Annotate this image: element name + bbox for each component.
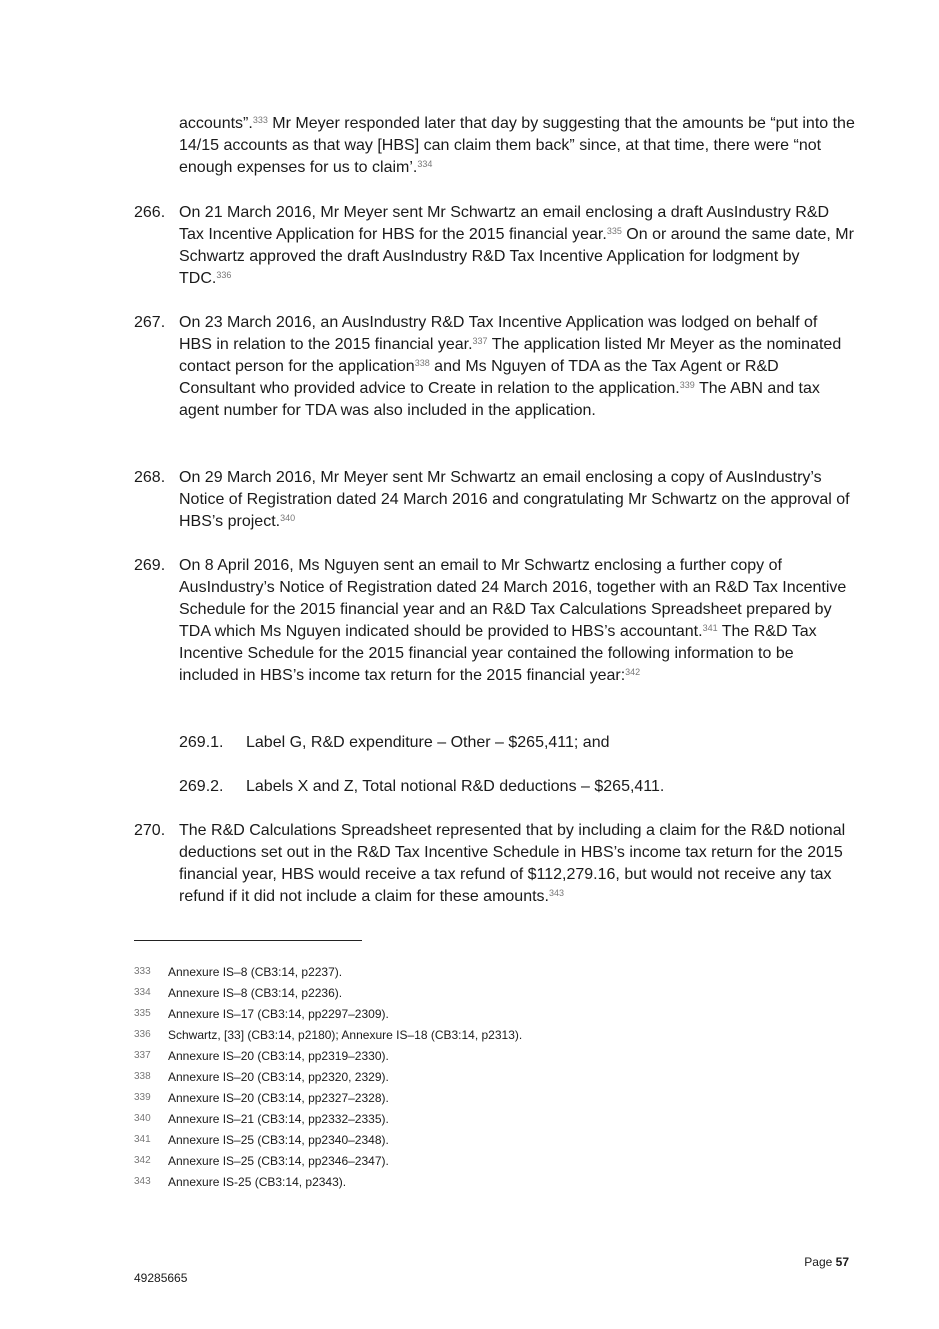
footnote [134, 1049, 389, 1063]
footnote-number: 333 [134, 966, 151, 977]
subparagraph-text: Labels X and Z, Total notional R&D deductions – $265,411. [246, 778, 665, 795]
footnote [134, 1133, 389, 1147]
footnote-ref[interactable]: 336 [216, 270, 232, 280]
footnote-ref[interactable]: 341 [702, 623, 718, 633]
paragraph-number: 270. [134, 822, 166, 839]
paragraph-text-segment: On 21 March 2016, Mr Meyer sent Mr Schwartz an email enclosing a draft AusIndustry R&D Tax Incentive Application for HBS for the 2015 financial year. [179, 204, 830, 243]
footnote-text: Annexure IS–21 (CB3:14, pp2332–2335). [168, 1112, 389, 1126]
paragraph-text-segment: The application listed Mr Meyer as the nominated contact person for the application [179, 336, 842, 375]
footnote-ref[interactable]: 340 [280, 513, 296, 523]
paragraph-text-segment: On 8 April 2016, Ms Nguyen sent an email to Mr Schwartz enclosing a further copy of AusIndustry’s Notice of Registration dated 24 March 2016, together with an R&D Tax Incentive Schedule for the 2015 financial year and an R&D Tax Calculations Spreadsheet prepared by TDA which Ms Nguyen indicated should be provided to HBS’s accountant. [179, 557, 847, 640]
footnote-number: 339 [134, 1092, 151, 1103]
paragraph-text [179, 820, 854, 908]
footnote-text: Annexure IS–25 (CB3:14, pp2346–2347). [168, 1154, 389, 1168]
footnote-number: 338 [134, 1071, 151, 1082]
footnote-text: Annexure IS–17 (CB3:14, pp2297–2309). [168, 1007, 389, 1021]
footnote-number: 341 [134, 1134, 151, 1145]
paragraph-number: 268. [134, 469, 166, 486]
footnote [134, 965, 342, 979]
continuation-text: accounts”. [179, 115, 253, 132]
footnote-text: Annexure IS–20 (CB3:14, pp2327–2328). [168, 1091, 389, 1105]
footnote-number: 337 [134, 1050, 151, 1061]
footnote-text: Schwartz, [33] (CB3:14, p2180); Annexure IS–18 (CB3:14, p2313). [168, 1028, 523, 1042]
footnote-ref[interactable]: 343 [548, 888, 565, 898]
page-number-label [804, 1255, 849, 1269]
paragraph-268 [134, 467, 854, 533]
subparagraph-269-2 [179, 776, 859, 798]
paragraph-text-segment: and Ms Nguyen of TDA as the Tax Agent or R&D Consultant who provided advice to Create in relation to the application. [179, 358, 779, 397]
footnote [134, 1028, 522, 1042]
paragraph-text-segment: The R&D Calculations Spreadsheet represented that by including a claim for the R&D notional deductions set out in the R&D Tax Incentive Schedule in HBS’s income tax return for the 2015 financial year, HBS would receive a tax refund of $112,279.16, but would not receive any tax refund if it did not include a claim for these amounts. [179, 822, 846, 905]
subparagraph-number: 269.2. [179, 778, 224, 795]
subparagraph-text: Label G, R&D expenditure – Other – $265,411; and [246, 734, 610, 751]
page-prefix: Page [804, 1255, 836, 1269]
paragraph-text-segment: The R&D Tax Incentive Schedule for the 2015 financial year contained the following information to be included in HBS’s income tax return for the 2015 financial year: [179, 623, 817, 684]
footnote-ref[interactable]: 333 [252, 115, 268, 125]
paragraph-number: 267. [134, 314, 166, 331]
paragraph-266 [134, 202, 854, 290]
footnote [134, 1070, 389, 1084]
paragraph-267 [134, 312, 854, 422]
footnote [134, 986, 342, 1000]
footnote-text: Annexure IS–20 (CB3:14, pp2319–2330). [168, 1049, 389, 1063]
subparagraph-number: 269.1. [179, 734, 224, 751]
paragraph-270 [134, 820, 854, 908]
footnote [134, 1175, 346, 1189]
paragraph-text-segment: The ABN and tax agent number for TDA was also included in the application. [179, 380, 820, 419]
footnote-number: 340 [134, 1113, 151, 1124]
paragraph-text [179, 555, 854, 687]
paragraph-text-segment: On 29 March 2016, Mr Meyer sent Mr Schwartz an email enclosing a copy of AusIndustry’s Notice of Registration dated 24 March 2016 and congratulating Mr Schwartz on the approval of HBS’s project. [179, 469, 850, 530]
footnote [134, 1007, 389, 1021]
footnote [134, 1091, 389, 1105]
footnote-text: Annexure IS–8 (CB3:14, p2236). [168, 986, 343, 1000]
footnote-text: Annexure IS-25 (CB3:14, p2343). [168, 1175, 347, 1189]
paragraph-text-segment: On or around the same date, Mr Schwartz approved the draft AusIndustry R&D Tax Incentive Application for lodgment by TDC. [179, 226, 854, 287]
page-number: 57 [835, 1255, 849, 1269]
footnote-separator [134, 940, 362, 941]
paragraph-text [179, 312, 854, 422]
paragraph-269 [134, 555, 854, 687]
paragraph-continuation [179, 113, 859, 179]
footnote-number: 334 [134, 987, 151, 998]
paragraph-text-segment: On 23 March 2016, an AusIndustry R&D Tax Incentive Application was lodged on behalf of HBS in relation to the 2015 financial year. [179, 314, 818, 353]
document-id: 49285665 [134, 1271, 188, 1285]
subparagraph-269-1 [179, 732, 859, 754]
footnote-number: 343 [134, 1176, 151, 1187]
footnote-ref[interactable]: 337 [472, 336, 488, 346]
footnote-ref[interactable]: 335 [606, 226, 622, 236]
footnote-text: Annexure IS–25 (CB3:14, pp2340–2348). [168, 1133, 389, 1147]
footnote-ref[interactable]: 338 [414, 358, 430, 368]
footnote-number: 336 [134, 1029, 151, 1040]
footnote-ref[interactable]: 339 [679, 380, 695, 390]
footnote-ref[interactable]: 334 [417, 159, 433, 169]
footnote-number: 335 [134, 1008, 151, 1019]
footnote [134, 1154, 389, 1168]
continuation-text: Mr Meyer responded later that day by suggesting that the amounts be “put into the 14/15 accounts as that way [HBS] can claim them back” since, at that time, there were “not enough expenses for us to claim’. [179, 115, 855, 176]
paragraph-number: 266. [134, 204, 166, 221]
paragraph-text [179, 467, 854, 533]
footnote-text: Annexure IS–20 (CB3:14, pp2320, 2329). [168, 1070, 389, 1084]
footnote-text: Annexure IS–8 (CB3:14, p2237). [168, 965, 343, 979]
footnote-ref[interactable]: 342 [625, 667, 641, 677]
footnote [134, 1112, 389, 1126]
footnote-number: 342 [134, 1155, 151, 1166]
paragraph-number: 269. [134, 557, 166, 574]
paragraph-text [179, 202, 854, 290]
